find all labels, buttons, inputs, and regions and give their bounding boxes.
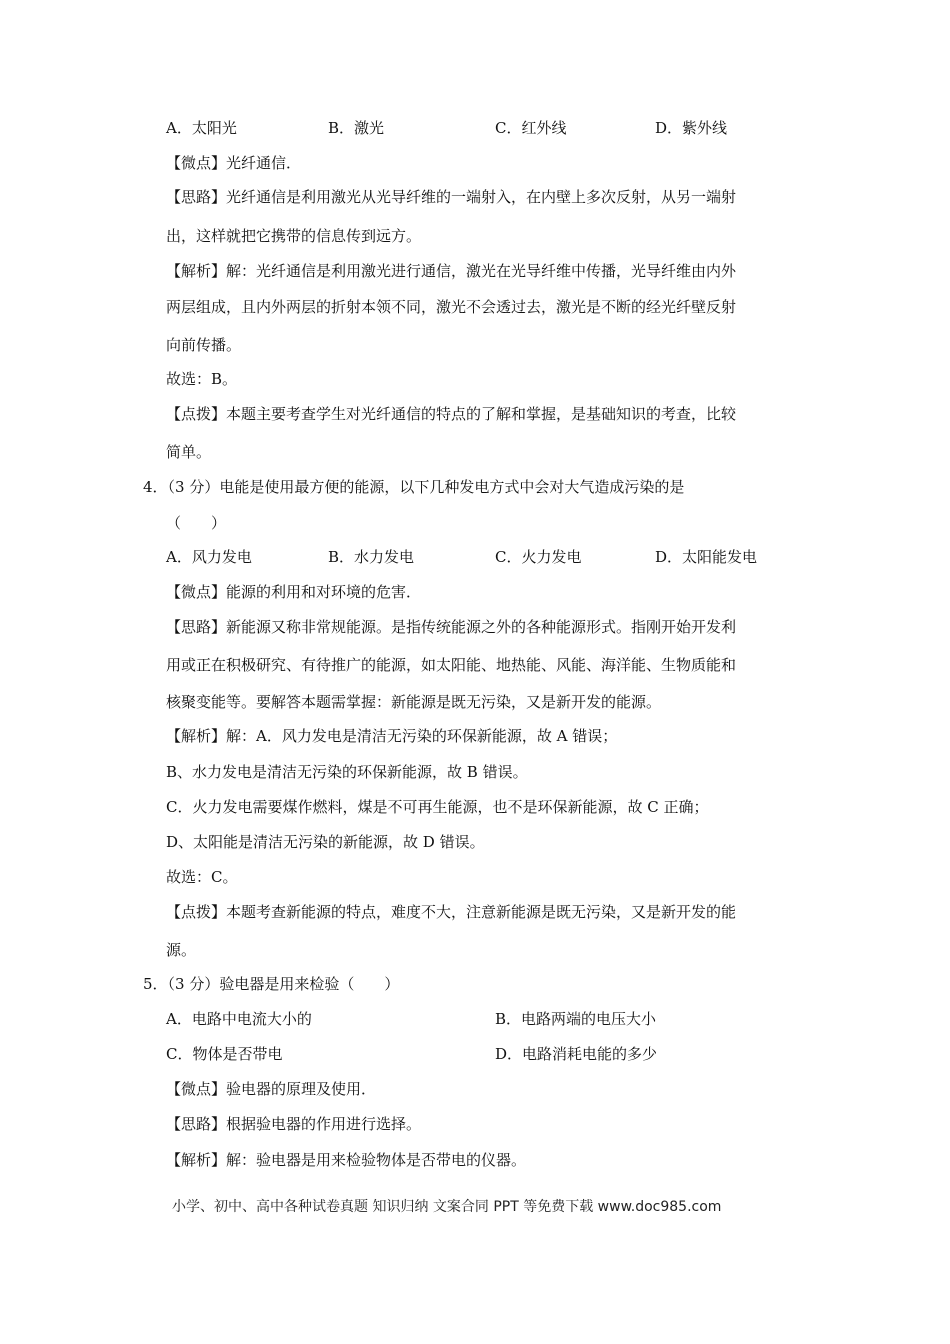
q3-option-a: A．太阳光 bbox=[166, 119, 237, 137]
q3-jiexi-line-2: 两层组成，且内外两层的折射本领不同，激光不会透过去，激光是不断的经光纤壁反射 bbox=[166, 298, 737, 316]
q5-weidian: 【微点】验电器的原理及使用． bbox=[166, 1080, 377, 1098]
q5-option-c: C．物体是否带电 bbox=[166, 1045, 283, 1063]
q3-option-d: D．紫外线 bbox=[655, 119, 728, 137]
q4-silu-line-1: 【思路】新能源又称非常规能源。是指传统能源之外的各种能源形式。指刚开始开发利 bbox=[166, 618, 737, 636]
q4-stem-line-2: （ ） bbox=[166, 514, 227, 532]
q4-option-b: B．水力发电 bbox=[328, 548, 415, 566]
q3-option-c: C．红外线 bbox=[495, 119, 567, 137]
q4-option-d: D．太阳能发电 bbox=[655, 548, 758, 566]
q4-jiexi-line-3: C．火力发电需要煤作燃料，煤是不可再生能源，也不是环保新能源，故 C 正确； bbox=[166, 798, 709, 816]
q3-answer: 故选：B。 bbox=[166, 370, 238, 388]
q4-dianbo-line-1: 【点拨】本题考查新能源的特点，难度不大，注意新能源是既无污染，又是新开发的能 bbox=[166, 903, 737, 921]
q3-dianbo-line-1: 【点拨】本题主要考查学生对光纤通信的特点的了解和掌握，是基础知识的考查，比较 bbox=[166, 405, 737, 423]
q5-option-a: A．电路中电流大小的 bbox=[166, 1010, 312, 1028]
q4-jiexi-line-2: B、水力发电是清洁无污染的环保新能源，故 B 错误。 bbox=[166, 763, 528, 781]
q3-silu-line-1: 【思路】光纤通信是利用激光从光导纤维的一端射入，在内壁上多次反射，从另一端射 bbox=[166, 188, 737, 206]
q5-stem: 5．（3 分）验电器是用来检验（ ） bbox=[143, 975, 400, 993]
q4-silu-line-3: 核聚变能等。要解答本题需掌握：新能源是既无污染，又是新开发的能源。 bbox=[166, 693, 662, 711]
q4-option-c: C．火力发电 bbox=[495, 548, 582, 566]
page-footer: 小学、初中、高中各种试卷真题 知识归纳 文案合同 PPT 等免费下载 www.doc985.com bbox=[172, 1199, 722, 1215]
q4-jiexi-line-4: D、太阳能是清洁无污染的新能源，故 D 错误。 bbox=[166, 833, 485, 851]
q3-dianbo-line-2: 简单。 bbox=[166, 443, 212, 461]
q4-option-a: A．风力发电 bbox=[166, 548, 252, 566]
q4-weidian: 【微点】能源的利用和对环境的危害． bbox=[166, 583, 422, 601]
q3-jiexi-line-1: 【解析】解：光纤通信是利用激光进行通信，激光在光导纤维中传播，光导纤维由内外 bbox=[166, 262, 737, 280]
q5-jiexi: 【解析】解：验电器是用来检验物体是否带电的仪器。 bbox=[166, 1151, 527, 1169]
q3-silu-line-2: 出，这样就把它携带的信息传到远方。 bbox=[166, 227, 422, 245]
q4-dianbo-line-2: 源。 bbox=[166, 941, 197, 959]
q3-weidian: 【微点】光纤通信． bbox=[166, 154, 302, 172]
q5-option-d: D．电路消耗电能的多少 bbox=[495, 1045, 658, 1063]
q3-option-b: B．激光 bbox=[328, 119, 385, 137]
q4-answer: 故选：C。 bbox=[166, 868, 238, 886]
q4-silu-line-2: 用或正在积极研究、有待推广的能源，如太阳能、地热能、风能、海洋能、生物质能和 bbox=[166, 656, 737, 674]
q4-stem-line-1: 4．（3 分）电能是使用最方便的能源，以下几种发电方式中会对大气造成污染的是 bbox=[143, 478, 685, 496]
q3-jiexi-line-3: 向前传播。 bbox=[166, 336, 242, 354]
q4-jiexi-line-1: 【解析】解：A．风力发电是清洁无污染的环保新能源，故 A 错误； bbox=[166, 727, 618, 745]
q5-option-b: B．电路两端的电压大小 bbox=[495, 1010, 657, 1028]
q5-silu: 【思路】根据验电器的作用进行选择。 bbox=[166, 1115, 422, 1133]
